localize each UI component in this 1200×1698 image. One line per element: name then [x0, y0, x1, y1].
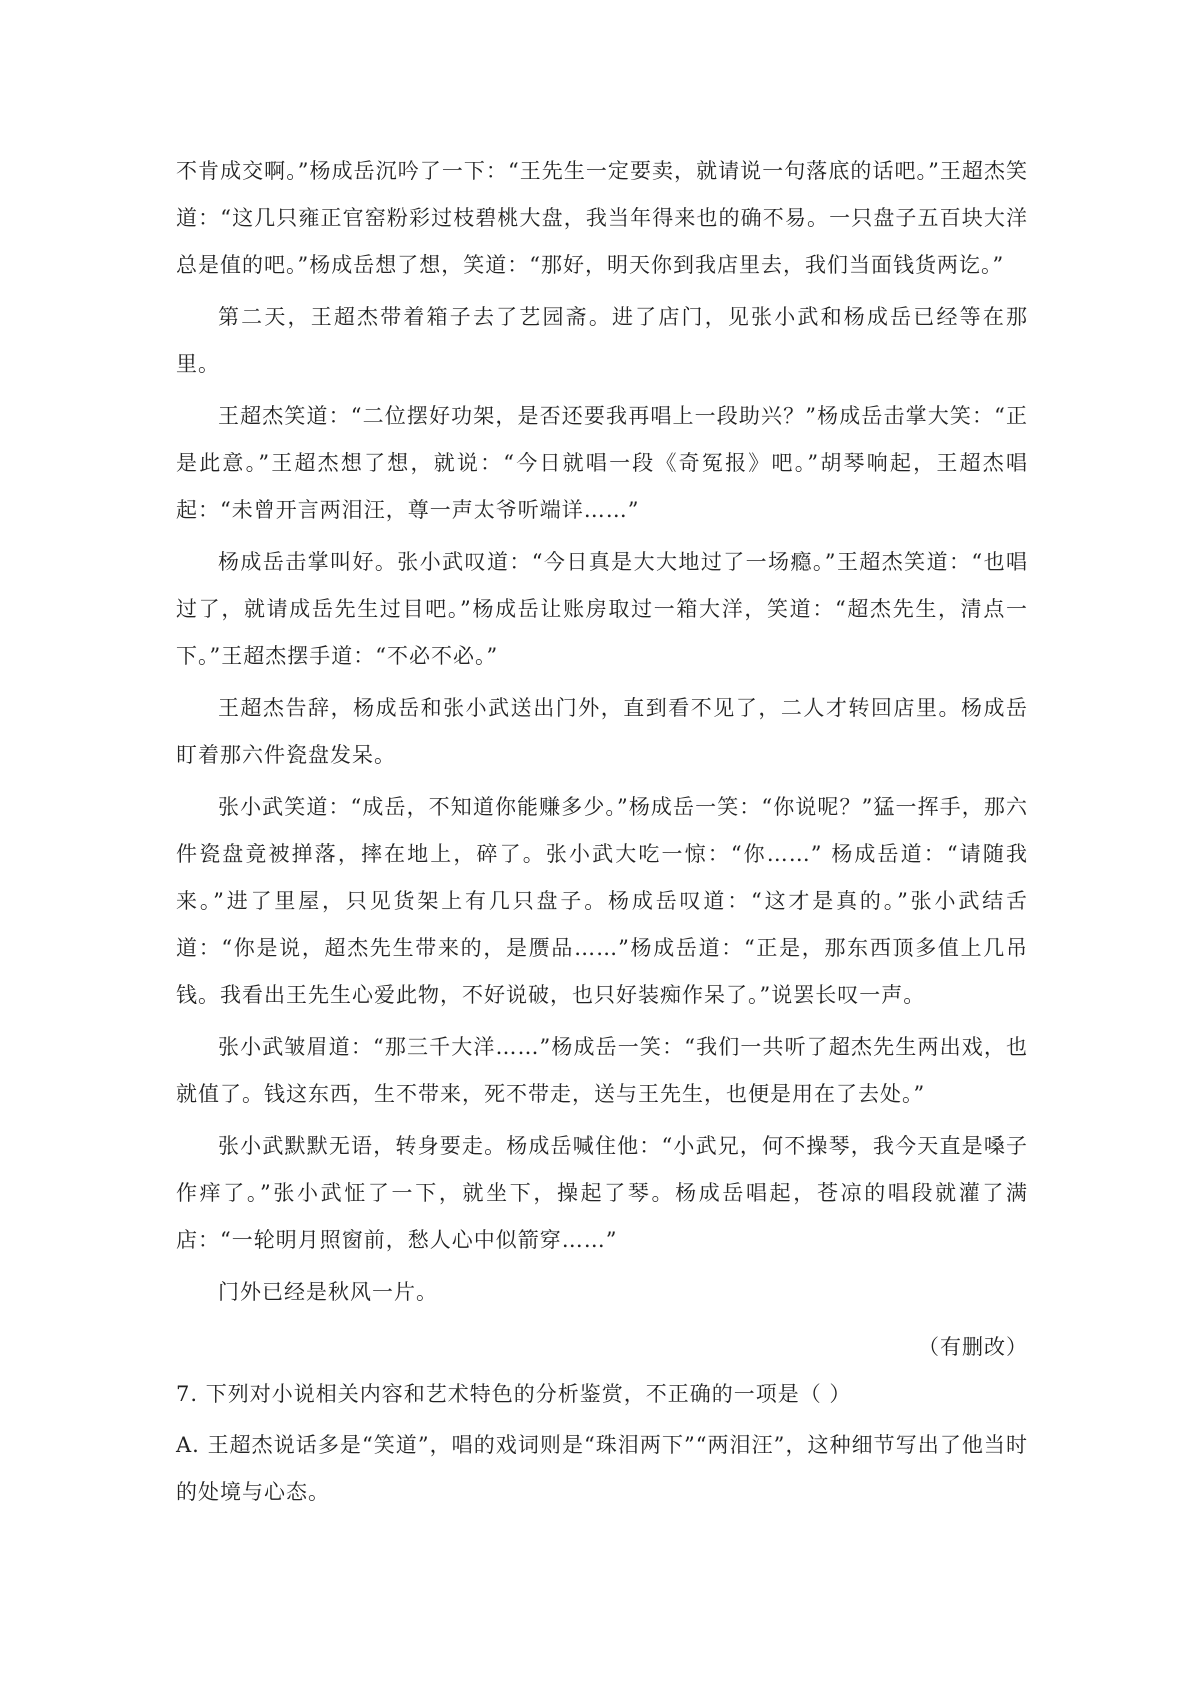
story-paragraph: 杨成岳击掌叫好。张小武叹道：“今日真是大大地过了一场瘾。”王超杰笑道：“也唱过了，就请成岳先生过目吧。”杨成岳让账房取过一箱大洋，笑道：“超杰先生，清点一下。”王超杰摆手道：“不必不必。”	[176, 550, 1028, 668]
story-paragraph: 王超杰告辞，杨成岳和张小武送出门外，直到看不见了，二人才转回店里。杨成岳盯着那六件瓷盘发呆。	[176, 696, 1028, 767]
question-7	[176, 1371, 1028, 1516]
story-paragraph: 门外已经是秋风一片。	[218, 1280, 438, 1304]
story-paragraph: 不肯成交啊。”杨成岳沉吟了一下：“王先生一定要卖，就请说一句落底的话吧。”王超杰笑道：“这几只雍正官窑粉彩过枝碧桃大盘，我当年得来也的确不易。一只盘子五百块大洋总是值的吧。”杨成岳想了想，笑道：“那好，明天你到我店里去，我们当面钱货两讫。”	[176, 159, 1028, 277]
story-paragraph: 张小武笑道：“成岳，不知道你能赚多少。”杨成岳一笑：“你说呢？”猛一挥手，那六件瓷盘竟被掸落，摔在地上，碎了。张小武大吃一惊：“你……” 杨成岳道：“请随我来。”进了里屋，只见货架上有几只盘子。杨成岳叹道：“这才是真的。”张小武结舌道：“你是说，超杰先生带来的，是赝品……”杨成岳道：“正是，那东西顶多值上几吊钱。我看出王先生心爱此物，不好说破，也只好装痴作呆了。”说罢长叹一声。	[176, 795, 1028, 1007]
story-paragraph: 王超杰笑道：“二位摆好功架，是否还要我再唱上一段助兴？”杨成岳击掌大笑：“正是此意。”王超杰想了想，就说：“今日就唱一段《奇冤报》吧。”胡琴响起，王超杰唱起：“未曾开言两泪汪，尊一声太爷听端详……”	[176, 404, 1028, 522]
story-text	[176, 148, 1028, 1316]
story-paragraph: 第二天，王超杰带着箱子去了艺园斋。进了店门，见张小武和杨成岳已经等在那里。	[176, 305, 1028, 376]
question-stem: 7. 下列对小说相关内容和艺术特色的分析鉴赏，不正确的一项是（ ）	[176, 1382, 852, 1406]
story-paragraph: 张小武默默无语，转身要走。杨成岳喊住他：“小武兄，何不操琴，我今天直是嗓子作痒了。”张小武怔了一下，就坐下，操起了琴。杨成岳唱起，苍凉的唱段就灌了满店：“一轮明月照窗前，愁人心中似箭穿……”	[176, 1134, 1028, 1252]
story-paragraph: 张小武皱眉道：“那三千大洋……”杨成岳一笑：“我们一共听了超杰先生两出戏，也就值了。钱这东西，生不带来，死不带走，送与王先生，也便是用在了去处。”	[176, 1035, 1028, 1106]
option-a: A. 王超杰说话多是“笑道”，唱的戏词则是“珠泪两下”“两泪汪”，这种细节写出了他当时的处境与心态。	[176, 1433, 1028, 1504]
source-note: （有删改）	[918, 1335, 1028, 1359]
